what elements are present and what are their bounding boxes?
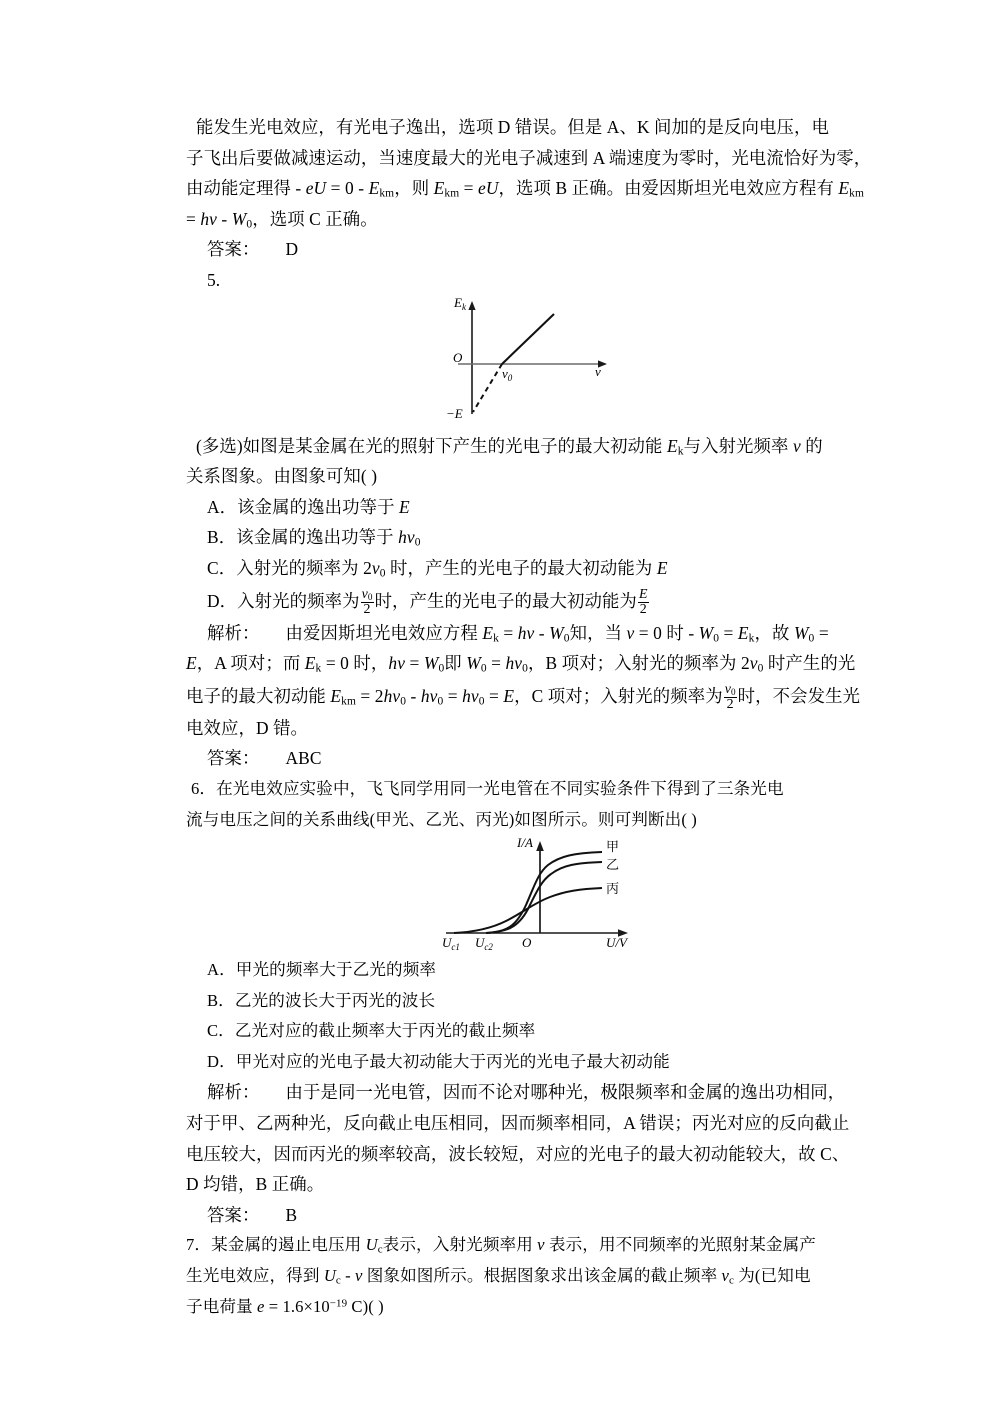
answer-label-6: 答案： xyxy=(207,1204,260,1225)
q6-option-c[interactable] xyxy=(186,1016,836,1047)
q5-sol3-t7: 时，不会发生光 xyxy=(737,685,861,706)
q5-frac1-num: v xyxy=(361,587,368,603)
q5-sol3-frac-num: v xyxy=(724,682,731,698)
q5-sol-t6: = xyxy=(719,622,738,643)
sol4-var-eU-1: eU xyxy=(305,178,327,199)
q6-curve-yi-label: 乙 xyxy=(606,857,620,873)
q5-stem-t2: 与入射光频率 xyxy=(683,435,793,456)
q6-sol-t3: 电压较大，因而丙光的频率较高，波长较短，对应的光电子的最大初动能较大，故 C、 xyxy=(186,1143,850,1164)
solution-4-line-4 xyxy=(186,204,836,235)
q5-stem-t3: 的 xyxy=(800,435,823,456)
q5-x-axis-label: v xyxy=(595,363,601,379)
q5-sol4-t1: 电效应，D 错。 xyxy=(186,717,309,738)
solution-4-line-1 xyxy=(186,112,836,143)
q5-sol-var7: W xyxy=(793,622,809,643)
q6-curve-jia xyxy=(486,852,602,933)
q5-sub-k: k xyxy=(677,445,684,458)
q5-sol2-var5: W xyxy=(466,653,481,674)
q5-sol3-sub2: 0 xyxy=(400,695,407,708)
q5-sol3-sub4: 0 xyxy=(478,695,485,708)
q5-y-arrow xyxy=(468,301,475,310)
question-7-stem xyxy=(186,1230,836,1322)
figure-q6-inner xyxy=(434,833,654,951)
sol4-var-E-3: E xyxy=(838,178,850,199)
q7-sub-c: c xyxy=(377,1243,383,1256)
q7-stem-t3: 表示，用不同频率的光照射某金属产 xyxy=(544,1235,816,1255)
q5-data-line-dashed xyxy=(473,364,502,412)
q5-sol-var5: W xyxy=(698,622,714,643)
q5-option-d-t2: 时，产生的光电子的最大初动能为 xyxy=(374,590,637,611)
q5-sol3-sub3: 0 xyxy=(437,695,444,708)
q6-option-d[interactable] xyxy=(186,1047,836,1078)
question-6-options xyxy=(186,955,836,1077)
q5-sol2-t2: = 0 时， xyxy=(321,653,389,674)
q5-option-c-var2: E xyxy=(656,557,668,578)
sol4-var-E-1: E xyxy=(368,178,380,199)
q6-option-b-text: 乙光的波长大于丙光的波长 xyxy=(234,990,436,1010)
sol4-var-W: W xyxy=(231,208,247,229)
sol4-t5: ，选项 B 正确。由爱因斯坦光电效应方程有 xyxy=(498,178,839,199)
q5-sol3-t5: = xyxy=(484,685,504,706)
q5-origin-label: O xyxy=(453,349,463,365)
q5-x-intercept-label: $v_0$ xyxy=(502,365,513,383)
q5-sol2-sub5: 0 xyxy=(757,662,764,675)
q5-sol-var6: E xyxy=(737,622,749,643)
q7-stem-t9: = 1.6×10 xyxy=(264,1296,330,1316)
q6-option-d-label: D． xyxy=(207,1051,236,1071)
q7-stem-t5: - xyxy=(340,1266,355,1286)
q5-option-d-fraction-1 xyxy=(361,588,374,617)
q7-var-e: e xyxy=(257,1296,265,1316)
q5-sol2-t7: 时产生的光 xyxy=(763,653,856,674)
q7-stem-line-1 xyxy=(186,1230,836,1261)
q6-option-d-text: 甲光对应的光电子最大初动能大于丙光的光电子最大初动能 xyxy=(235,1051,670,1071)
q5-option-a[interactable] xyxy=(186,492,836,523)
sol4-var-E-2: E xyxy=(433,178,445,199)
q7-stem-t6: 图象如图所示。根据图象求出该金属的截止频率 xyxy=(362,1266,722,1286)
q6-solution-line-4 xyxy=(186,1169,836,1200)
q5-sol3-var1: E xyxy=(330,685,342,706)
sol4-t3: ，则 xyxy=(394,178,434,199)
q5-var-v: v xyxy=(792,435,801,456)
sol4-t2: = 0 - xyxy=(326,178,369,199)
q5-option-d-fraction-2 xyxy=(638,588,649,617)
q5-sol-sub5: 0 xyxy=(808,632,815,645)
solution-4-line-1-text: 能发生光电效应，有光电子逸出，选项 D 错误。但是 A、K 间加的是反向电压，电 xyxy=(196,117,829,137)
question-6-solution xyxy=(186,1077,850,1230)
q5-sol3-t6: ，C 项对；入射光的频率为 xyxy=(514,685,723,706)
q7-stem-t8: 子电荷量 xyxy=(186,1296,258,1316)
q5-option-c-label: C． xyxy=(207,557,237,578)
q5-solution-line-4 xyxy=(186,713,836,744)
q5-solution-line-3 xyxy=(186,679,861,713)
q5-sol-t4: 知，当 xyxy=(569,622,627,643)
q5-sol3-var2: hv xyxy=(383,685,401,706)
q7-var-U2: U xyxy=(323,1266,336,1286)
q6-stem-t1: 6．在光电效应实验中，飞飞同学用同一光电管在不同实验条件下得到了三条光电 xyxy=(191,778,784,798)
q6-answer xyxy=(186,1200,836,1231)
q6-option-b-label: B． xyxy=(207,990,235,1010)
q5-option-d-label: D． xyxy=(207,590,238,611)
q6-sol-t1: 由于是同一光电管，因而不论对哪种光，极限频率和金属的逸出功相同， xyxy=(285,1082,846,1103)
q5-sol2-t4: 即 xyxy=(444,653,467,674)
q6-curve-bing-label: 丙 xyxy=(606,881,620,897)
q5-sol-var1: E xyxy=(482,622,494,643)
q7-var-v: v xyxy=(537,1235,545,1255)
q5-sol-sub4: k xyxy=(748,632,755,645)
q5-sol2-t5: = xyxy=(486,653,506,674)
q7-stem-line-2 xyxy=(186,1261,836,1292)
q5-sol-t3: - xyxy=(534,622,550,643)
q6-origin-label: O xyxy=(522,935,532,951)
q5-sol3-t2: = 2 xyxy=(355,685,384,706)
sol4-sub-km-2: km xyxy=(444,187,460,200)
q5-y-intercept-label: −E xyxy=(446,405,463,421)
q5-y-axis-label: $E_k$ xyxy=(454,294,466,312)
q5-answer xyxy=(186,743,836,774)
q6-stem-t2: 流与电压之间的关系曲线(甲光、乙光、丙光)如图所示。则可判断出( ) xyxy=(186,809,697,829)
q5-option-b-text: 该金属的逸出功等于 xyxy=(236,527,399,548)
q5-sol2-sub1: k xyxy=(315,662,322,675)
figure-q6 xyxy=(186,835,836,955)
q5-sol3-t4: = xyxy=(443,685,463,706)
q7-var-v3: v xyxy=(721,1266,730,1286)
solution-4-block xyxy=(186,112,872,265)
sol4-var-hv: hv xyxy=(200,208,217,229)
q5-sol2-var7: v xyxy=(749,653,758,674)
q5-option-c-t1: 入射光的频率为 2 xyxy=(236,557,372,578)
q6-solution-line-2 xyxy=(186,1108,850,1139)
q5-sol2-var2: E xyxy=(304,653,316,674)
q5-stem-t1: (多选)如图是某金属在光的照射下产生的光电子的最大初动能 xyxy=(196,435,667,456)
q7-sub-c3: c xyxy=(729,1274,734,1287)
q6-option-b[interactable] xyxy=(186,986,836,1017)
q7-stem-t7: 为(已知电 xyxy=(733,1266,811,1286)
solution-4-line-3 xyxy=(186,173,865,204)
q6-solution-line-3 xyxy=(186,1139,850,1170)
q5-option-a-var: E xyxy=(399,496,410,517)
q5-sol3-var4: hv xyxy=(462,685,479,706)
q6-y-arrow xyxy=(536,841,544,851)
q5-sol2-sub3: 0 xyxy=(480,662,487,675)
q5-var-Ek: E xyxy=(667,435,678,456)
sol4-t4: = xyxy=(459,178,479,199)
solution-4-answer xyxy=(186,234,836,265)
q6-solution-label: 解析： xyxy=(207,1082,260,1103)
q5-stem-line-2 xyxy=(186,461,836,492)
q6-option-a-label: A． xyxy=(207,960,236,980)
sol4-t8: ，选项 C 正确。 xyxy=(252,208,378,229)
q5-sol2-t6: ，B 项对；入射光的频率为 2 xyxy=(527,653,750,674)
q7-var-U: U xyxy=(365,1235,378,1255)
q6-option-c-text: 乙光对应的截止频率大于丙光的截止频率 xyxy=(234,1021,536,1041)
sol4-sub-0: 0 xyxy=(246,218,253,231)
q7-var-v2: v xyxy=(355,1266,363,1286)
q5-option-b-var: hv xyxy=(398,527,415,548)
figure-q5-svg xyxy=(444,292,624,422)
answer-label-5: 答案： xyxy=(207,748,260,769)
q5-option-b-sub: 0 xyxy=(414,536,421,549)
q5-option-c-sub: 0 xyxy=(379,567,386,580)
q5-solution-label: 解析： xyxy=(207,622,260,643)
q5-sol-sub1: k xyxy=(493,632,499,645)
q5-sol-var4: v xyxy=(626,622,635,643)
q5-frac2-num: E xyxy=(638,587,648,603)
q5-solution-line-1 xyxy=(186,618,836,649)
q5-option-b-label: B． xyxy=(207,527,237,548)
sol4-t7: - xyxy=(216,208,232,229)
figure-q5 xyxy=(186,296,836,431)
q5-frac1-den: 2 xyxy=(361,602,374,617)
q6-stem-line-2 xyxy=(186,805,836,836)
q5-sol-t1: 由爱因斯坦光电效应方程 xyxy=(285,622,483,643)
q5-number-text: 5. xyxy=(207,269,221,290)
q6-curve-jia-label: 甲 xyxy=(606,839,620,855)
q5-sol2-t1: ，A 项对；而 xyxy=(196,653,305,674)
q5-sol2-var6: hv xyxy=(505,653,523,674)
q5-solution-line-2 xyxy=(186,648,856,679)
q7-stem-t4: 生光电效应，得到 xyxy=(186,1266,324,1286)
q5-option-a-text: 该金属的逸出功等于 xyxy=(237,496,400,517)
sol4-sub-km-3: km xyxy=(849,187,865,200)
q7-sup-exp: −19 xyxy=(329,1297,348,1310)
page-content xyxy=(186,112,872,1322)
q7-stem-t10: C)( ) xyxy=(347,1296,384,1316)
q5-sol-sub2: 0 xyxy=(563,632,570,645)
q5-sol3-var5: E xyxy=(503,685,515,706)
q6-x-axis-label: U/V xyxy=(606,935,627,951)
q6-sol-t4: D 均错，B 正确。 xyxy=(186,1174,325,1195)
sol4-var-eU-2: eU xyxy=(478,178,499,199)
figure-q6-svg xyxy=(434,833,654,951)
question-5-options xyxy=(186,492,836,618)
q5-frac2-den: 2 xyxy=(639,602,647,618)
q5-sol-t8: = xyxy=(814,622,829,643)
q5-sol3-var3: hv xyxy=(420,685,438,706)
answer-label-4: 答案： xyxy=(207,239,260,260)
q5-sol-var2: hv xyxy=(517,622,535,643)
sol4-t1: 由动能定理得 - xyxy=(186,178,306,199)
sol4-sub-km-1: km xyxy=(379,187,395,200)
q5-sol3-sub1: km xyxy=(341,695,356,708)
figure-q5-inner xyxy=(444,292,624,422)
q5-option-a-label: A． xyxy=(207,496,238,517)
q5-sol3-t1: 电子的最大初动能 xyxy=(186,685,331,706)
question-6-stem xyxy=(186,774,836,835)
q7-stem-line-3 xyxy=(186,1292,836,1323)
q6-option-c-label: C． xyxy=(207,1021,235,1041)
question-5-stem xyxy=(186,431,836,492)
q7-stem-t1: 7．某金属的遏止电压用 xyxy=(186,1235,366,1255)
q5-sol2-var1: E xyxy=(186,653,197,674)
q5-sol3-frac-den: 2 xyxy=(724,697,737,712)
q6-sol-t2: 对于甲、乙两种光，反向截止电压相同，因而频率相同，A 错误；丙光对应的反向截止 xyxy=(186,1113,850,1134)
q5-option-c-var: v xyxy=(371,557,380,578)
q6-solution-line-1 xyxy=(186,1077,846,1108)
q5-sol-sub3: 0 xyxy=(713,632,720,645)
answer-value-6: B xyxy=(285,1204,298,1225)
q5-sol2-sub4: 0 xyxy=(522,662,528,675)
q5-data-line-solid xyxy=(502,314,554,364)
q5-sol-t7: ，故 xyxy=(754,622,794,643)
q5-option-d[interactable] xyxy=(186,584,836,618)
solution-4-line-2-text: 子飞出后要做减速运动，当速度最大的光电子减速到 A 端速度为零时，光电流恰好为零， xyxy=(186,147,872,168)
q5-sol2-var3: hv xyxy=(388,653,406,674)
question-5-solution xyxy=(186,618,861,774)
q5-sol2-var4: W xyxy=(423,653,439,674)
q7-stem-t2: 表示，入射光频率用 xyxy=(382,1235,538,1255)
q6-intercept-1-label: $U_{c1}$ xyxy=(442,935,460,952)
q5-stem-t4: 关系图象。由图象可知( ) xyxy=(186,466,378,487)
q6-y-axis-label: I/A xyxy=(517,835,533,851)
q5-sol-t5: = 0 时 - xyxy=(634,622,699,643)
q5-sol3-fraction xyxy=(724,683,737,712)
q5-option-d-t1: 入射光的频率为 xyxy=(237,590,360,611)
q5-option-b[interactable] xyxy=(186,522,836,553)
answer-value-4: D xyxy=(285,239,299,260)
q6-intercept-2-label: $U_{c2}$ xyxy=(475,935,493,952)
q5-option-c-t2: 时，产生的光电子的最大初动能为 xyxy=(385,557,657,578)
q5-sol-t2: = xyxy=(498,622,518,643)
q7-sub-c2: c xyxy=(335,1274,341,1287)
q5-sol-var3: W xyxy=(549,622,564,643)
q5-frac1-num-sub: 0 xyxy=(367,592,373,603)
q5-sol2-sub2: 0 xyxy=(438,662,445,675)
sol4-t6: = xyxy=(186,208,201,229)
q5-sol2-t3: = xyxy=(405,653,424,674)
answer-value-5: ABC xyxy=(285,748,322,769)
q5-sol3-t3: - xyxy=(406,685,421,706)
q5-option-c[interactable] xyxy=(186,553,836,584)
q5-sol3-frac-num-sub: 0 xyxy=(730,687,736,698)
q6-option-a-text: 甲光的频率大于乙光的频率 xyxy=(235,960,437,980)
q6-option-a[interactable] xyxy=(186,955,836,986)
solution-4-line-2 xyxy=(186,143,872,174)
q5-stem-line-1 xyxy=(186,431,836,462)
q6-stem-line-1 xyxy=(186,774,836,805)
